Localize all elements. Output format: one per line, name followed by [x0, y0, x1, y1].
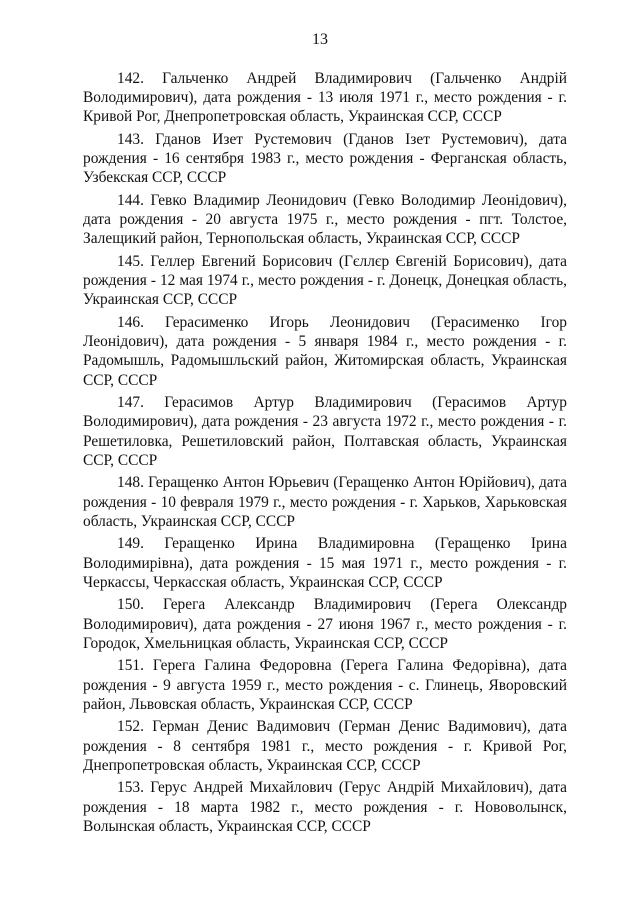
entry-list — [83, 69, 567, 839]
list-entry-152: 152. Герман Денис Вадимович (Герман Денис Вадимович), дата рождения - 8 сентября 1981 г., место рождения - г. Кривой Рог, Днепропетровская область, Украинская ССР, СССР — [83, 718, 567, 774]
list-entry-145: 145. Геллер Евгений Борисович (Гєллєр Євгеній Борисович), дата рождения - 12 мая 1974 г., место рождения - г. Донецк, Донецкая область, Украинская ССР, СССР — [83, 253, 567, 309]
list-entry-148: 148. Геращенко Антон Юрьевич (Геращенко Антон Юрійович), дата рождения - 10 февраля 1979 г., место рождения - г. Харьков, Харьковская область, Украинская ССР, СССР — [83, 474, 567, 530]
list-entry-146: 146. Герасименко Игорь Леонидович (Герасименко Ігор Леонідович), дата рождения - 5 января 1984 г., место рождения - г. Радомышль, Радомышльский район, Житомирская область, Украинская ССР, СССР — [83, 314, 567, 389]
page-number: 13 — [312, 31, 328, 48]
list-entry-143: 143. Гданов Изет Рустемович (Гданов Ізет Рустемович), дата рождения - 16 сентября 1983 г., место рождения - Ферганская область, Узбекская ССР, СССР — [83, 131, 567, 187]
list-entry-151: 151. Герега Галина Федоровна (Герега Галина Федорівна), дата рождения - 9 августа 1959 г., место рождения - с. Глинець, Яворовский район, Львовская область, Украинская ССР, СССР — [83, 657, 567, 713]
list-entry-144: 144. Гевко Владимир Леонидович (Гевко Володимир Леонідович), дата рождения - 20 августа 1975 г., место рождения - пгт. Толстое, Залещикий район, Тернопольская область, Украинская ССР, СССР — [83, 192, 567, 248]
list-entry-147: 147. Герасимов Артур Владимирович (Герасимов Артур Володимирович), дата рождения - 23 августа 1972 г., место рождения - г. Решетиловка, Решетиловский район, Полтавская область, Украинская ССР, СССР — [83, 394, 567, 469]
list-entry-149: 149. Геращенко Ирина Владимировна (Геращенко Ірина Володимирівна), дата рождения - 15 мая 1971 г., место рождения - г. Черкассы, Черкасская область, Украинская ССР, СССР — [83, 535, 567, 591]
list-entry-150: 150. Герега Александр Владимирович (Герега Олександр Володимирович), дата рождения - 27 июня 1967 г., место рождения - г. Городок, Хмельницкая область, Украинская ССР, СССР — [83, 596, 567, 652]
list-entry-142: 142. Гальченко Андрей Владимирович (Гальченко Андрій Володимирович), дата рождения - 13 июля 1971 г., место рождения - г. Кривой Рог, Днепропетровская область, Украинская ССР, СССР — [83, 70, 567, 126]
list-entry-153: 153. Герус Андрей Михайлович (Герус Андрій Михайлович), дата рождения - 18 марта 1982 г., место рождения - г. Нововолынск, Волынская область, Украинская ССР, СССР — [83, 779, 567, 835]
